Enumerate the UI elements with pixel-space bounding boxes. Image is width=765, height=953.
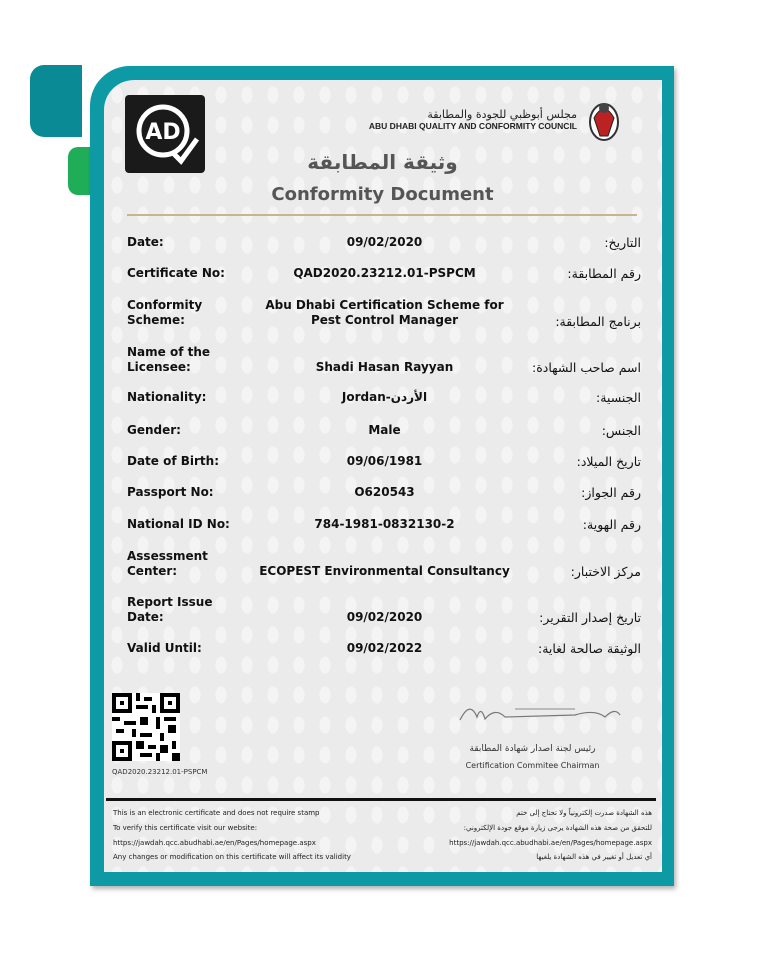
field-label: Name of the Licensee: [127, 345, 211, 374]
footer-note-1-ar: هذه الشهادة صدرت إلكترونياً ولا تحتاج إلى ختم [516, 809, 652, 817]
field-value: Abu Dhabi Certification Scheme for Pest Control Manager [265, 298, 504, 327]
field-value: 784-1981-0832130-2 [314, 517, 455, 531]
field-value: ECOPEST Environmental Consultancy [259, 564, 510, 578]
decorative-tab-teal [30, 65, 82, 137]
divider [127, 214, 637, 216]
footer-note-1: This is an electronic certificate and does not require stamp [113, 809, 320, 817]
field-label-ar: تاريخ الميلاد: [576, 454, 641, 469]
field-label: Nationality: [127, 390, 207, 404]
footer-link[interactable]: https://jawdah.qcc.abudhabi.ae/en/Pages/homepage.aspx [113, 839, 316, 847]
field-label-ar: الوثيقة صالحة لغاية: [537, 641, 641, 656]
field-label: Certificate No: [127, 266, 225, 280]
field-value: Male [368, 423, 401, 437]
qr-code[interactable] [112, 693, 180, 761]
field-label-ar: الجنسية: [596, 390, 641, 405]
signatory-title-en: Certification Commitee Chairman [465, 761, 600, 770]
signatory-title-ar: رئيس لجنة اصدار شهادة المطابقة [469, 744, 596, 754]
field-label-ar: الجنس: [601, 423, 641, 438]
field-label: Report Issue Date: [127, 595, 213, 624]
field-label-ar: اسم صاحب الشهادة: [532, 360, 641, 375]
field-label: Valid Until: [127, 641, 202, 655]
field-label: Assessment Center: [127, 549, 208, 578]
field-value: 09/02/2022 [346, 641, 423, 655]
logo-text: AD [145, 120, 181, 145]
council-name-en: ABU DHABI QUALITY AND CONFORMITY COUNCIL [368, 121, 577, 131]
footer-note-2-ar: للتحقق من صحة هذه الشهادة يرجى زيارة موقع جودة الإلكتروني: [463, 824, 652, 832]
qr-caption: QAD2020.23212.01-PSPCM [112, 768, 208, 776]
council-name [369, 108, 577, 131]
field-label: Date: [127, 235, 164, 249]
footer-divider [106, 798, 656, 801]
field-label-ar: رقم الهوية: [582, 517, 641, 532]
field-value: 09/02/2020 [346, 610, 423, 624]
field-label-ar: التاريخ: [604, 235, 641, 250]
title-english: Conformity Document [271, 184, 494, 205]
council-name-ar: مجلس أبوظبي للجودة والمطابقة [427, 108, 577, 121]
field-value: O620543 [354, 485, 415, 499]
field-value: 09/06/1981 [346, 454, 423, 468]
title-arabic: وثيقة المطابقة [307, 150, 458, 174]
field-label-ar: برنامج المطابقة: [555, 314, 641, 329]
field-label: Conformity Scheme: [127, 298, 203, 327]
field-label: Passport No: [127, 485, 214, 499]
field-value: Jordan-الأردن [341, 390, 428, 404]
footer-note-3: Any changes or modification on this certificate will affect its validity [113, 853, 351, 861]
field-value: 09/02/2020 [346, 235, 423, 249]
field-label-ar: رقم الجواز: [581, 485, 641, 500]
footer-note-3-ar: أي تعديل أو تغيير في هذه الشهادة يلغيها [536, 853, 652, 861]
footer-link-ar[interactable]: https://jawdah.qcc.abudhabi.ae/en/Pages/homepage.aspx [449, 839, 652, 847]
field-label: National ID No: [127, 517, 230, 531]
field-value: Shadi Hasan Rayyan [315, 360, 454, 374]
field-value: QAD2020.23212.01-PSPCM [293, 266, 476, 280]
signature [455, 695, 625, 730]
field-label-ar: تاريخ إصدار التقرير: [539, 610, 641, 625]
field-label: Date of Birth: [127, 454, 220, 468]
field-label-ar: رقم المطابقة: [567, 266, 641, 281]
footer-note-2: To verify this certificate visit our website: [113, 824, 258, 832]
field-label-ar: مركز الاختبار: [570, 564, 641, 579]
falcon-emblem-icon [586, 96, 622, 144]
field-label: Gender: [127, 423, 181, 437]
